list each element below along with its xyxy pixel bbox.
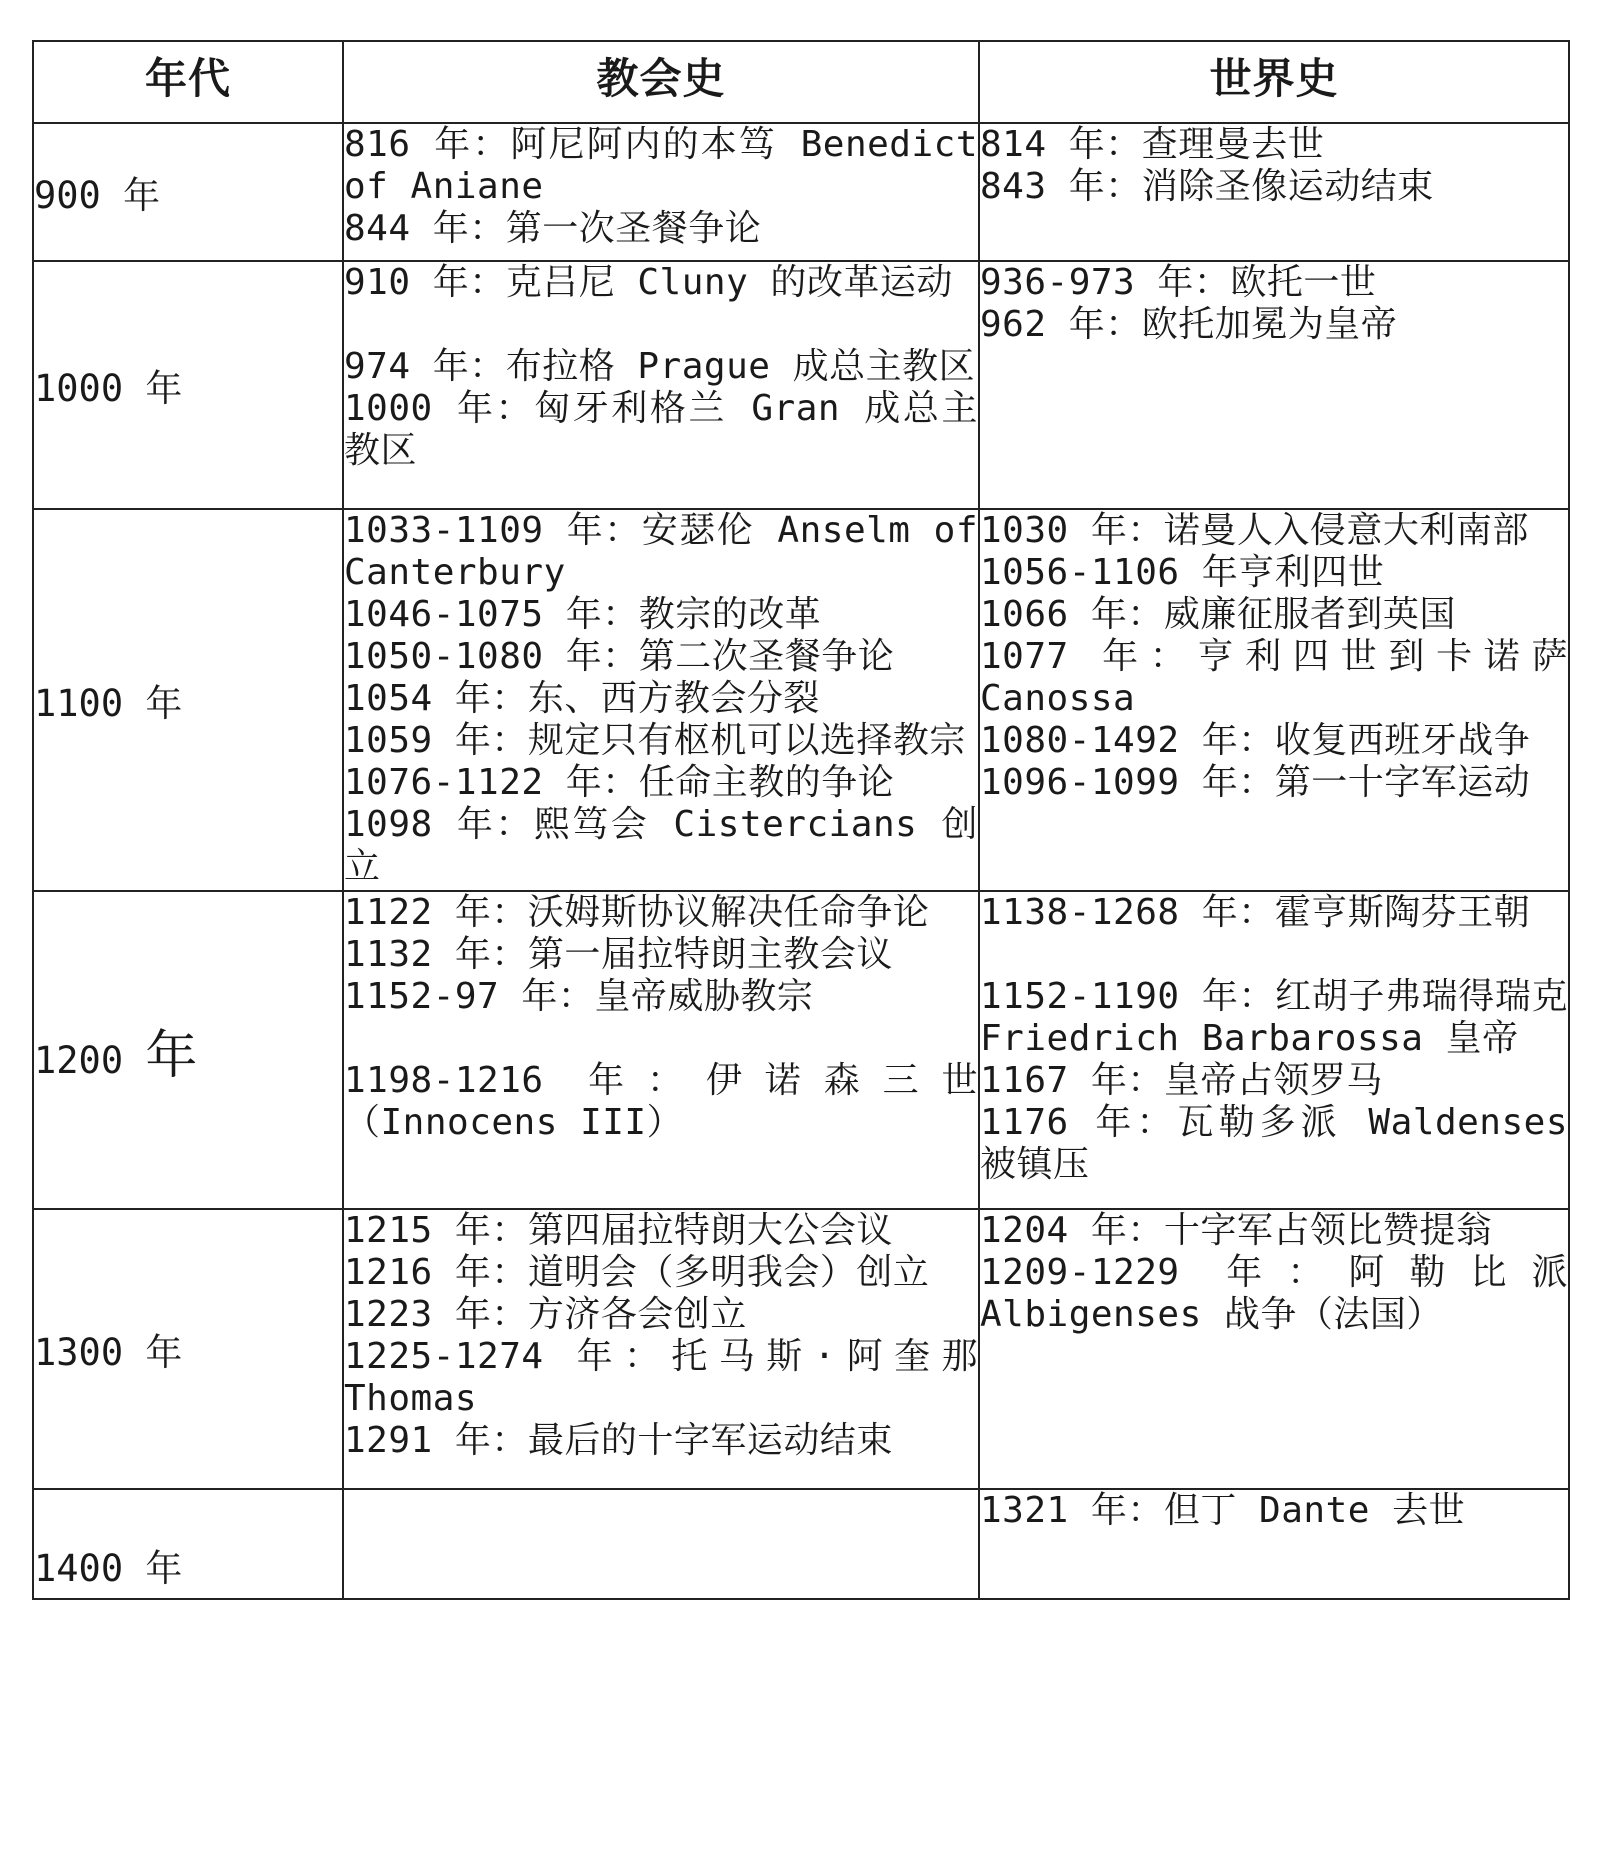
world-event: 1077 年：亨利四世到卡诺萨 Canossa bbox=[980, 636, 1568, 719]
church-event: 910 年：克吕尼 Cluny 的改革运动 bbox=[344, 262, 953, 303]
table-row bbox=[33, 509, 1569, 891]
church-event: 1098 年：熙笃会 Cistercians 创立 bbox=[344, 804, 978, 887]
church-event: 1198-1216 年：伊诺森三世（Innocens III） bbox=[344, 1060, 978, 1143]
chronology-table bbox=[32, 40, 1570, 1600]
world-history-cell bbox=[979, 261, 1569, 509]
church-event: 1225-1274 年：托马斯·阿奎那 Thomas bbox=[344, 1336, 978, 1419]
church-event: 1132 年：第一届拉特朗主教会议 bbox=[344, 934, 893, 975]
church-event: 1046-1075 年：教宗的改革 bbox=[344, 594, 822, 635]
blank-line bbox=[344, 1018, 978, 1060]
church-event: 1000 年：匈牙利格兰 Gran 成总主教区 bbox=[344, 388, 978, 471]
world-event: 1209-1229 年：阿勒比派 Albigenses 战争（法国） bbox=[980, 1252, 1568, 1335]
world-event: 1056-1106 年亨利四世 bbox=[980, 552, 1385, 593]
church-event: 1059 年：规定只有枢机可以选择教宗 bbox=[344, 720, 966, 761]
world-event: 1096-1099 年：第一十字军运动 bbox=[980, 762, 1531, 803]
church-event: 1215 年：第四届拉特朗大公会议 bbox=[344, 1210, 893, 1251]
church-event: 1152-97 年：皇帝威胁教宗 bbox=[344, 976, 814, 1017]
era-suffix: 年 bbox=[145, 1025, 198, 1086]
era-cell bbox=[33, 891, 343, 1209]
church-event: 1033-1109 年：安瑟伦 Anselm of Canterbury bbox=[344, 510, 978, 593]
world-event: 1204 年：十字军占领比赞提翁 bbox=[980, 1210, 1493, 1251]
table-header-row bbox=[33, 41, 1569, 123]
world-event: 1176 年：瓦勒多派 Waldenses 被镇压 bbox=[980, 1102, 1568, 1185]
world-history-cell bbox=[979, 1489, 1569, 1599]
header-church-history: 教会史 bbox=[343, 41, 979, 123]
church-event: 1054 年：东、西方教会分裂 bbox=[344, 678, 820, 719]
era-label: 1200 年 bbox=[34, 1025, 198, 1086]
header-world-history: 世界史 bbox=[979, 41, 1569, 123]
church-event: 1050-1080 年：第二次圣餐争论 bbox=[344, 636, 895, 677]
era-cell: 1300 年 bbox=[33, 1209, 343, 1489]
church-history-cell bbox=[343, 261, 979, 509]
era-cell: 900 年 bbox=[33, 123, 343, 261]
world-event: 1167 年：皇帝占领罗马 bbox=[980, 1060, 1383, 1101]
table-row bbox=[33, 1209, 1569, 1489]
church-event: 1076-1122 年：任命主教的争论 bbox=[344, 762, 895, 803]
church-history-cell bbox=[343, 123, 979, 261]
blank-line bbox=[980, 934, 1568, 976]
world-event: 936-973 年：欧托一世 bbox=[980, 262, 1377, 303]
chronology-page bbox=[32, 40, 1568, 1600]
church-history-cell bbox=[343, 1489, 979, 1599]
era-cell: 1100 年 bbox=[33, 509, 343, 891]
table-row bbox=[33, 891, 1569, 1209]
world-event: 814 年：查理曼去世 bbox=[980, 124, 1325, 165]
blank-line bbox=[344, 304, 978, 346]
world-history-cell bbox=[979, 509, 1569, 891]
church-history-cell bbox=[343, 509, 979, 891]
era-cell: 1000 年 bbox=[33, 261, 343, 509]
era-cell: 1400 年 bbox=[33, 1489, 343, 1599]
world-event: 1030 年：诺曼人入侵意大利南部 bbox=[980, 510, 1529, 551]
church-event: 974 年：布拉格 Prague 成总主教区 bbox=[344, 346, 976, 387]
world-history-cell bbox=[979, 891, 1569, 1209]
table-row bbox=[33, 1489, 1569, 1599]
world-event: 1080-1492 年：收复西班牙战争 bbox=[980, 720, 1531, 761]
world-history-cell bbox=[979, 123, 1569, 261]
church-event: 1122 年：沃姆斯协议解决任命争论 bbox=[344, 892, 930, 933]
church-history-cell bbox=[343, 1209, 979, 1489]
church-event: 1291 年：最后的十字军运动结束 bbox=[344, 1420, 893, 1461]
church-event: 844 年：第一次圣餐争论 bbox=[344, 208, 762, 249]
church-event: 1223 年：方济各会创立 bbox=[344, 1294, 747, 1335]
world-event: 1066 年：威廉征服者到英国 bbox=[980, 594, 1456, 635]
header-era: 年代 bbox=[33, 41, 343, 123]
church-event: 1216 年：道明会（多明我会）创立 bbox=[344, 1252, 930, 1293]
table-row bbox=[33, 261, 1569, 509]
world-event: 962 年：欧托加冕为皇帝 bbox=[980, 304, 1398, 345]
church-event: 816 年：阿尼阿内的本笃 Benedict of Aniane bbox=[344, 124, 978, 207]
table-row bbox=[33, 123, 1569, 261]
church-history-cell bbox=[343, 891, 979, 1209]
world-event: 843 年：消除圣像运动结束 bbox=[980, 166, 1434, 207]
world-event: 1152-1190 年：红胡子弗瑞得瑞克 Friedrich Barbarossa 皇帝 bbox=[980, 976, 1568, 1059]
world-event: 1138-1268 年：霍亨斯陶芬王朝 bbox=[980, 892, 1531, 933]
world-event: 1321 年：但丁 Dante 去世 bbox=[980, 1490, 1466, 1531]
world-history-cell bbox=[979, 1209, 1569, 1489]
